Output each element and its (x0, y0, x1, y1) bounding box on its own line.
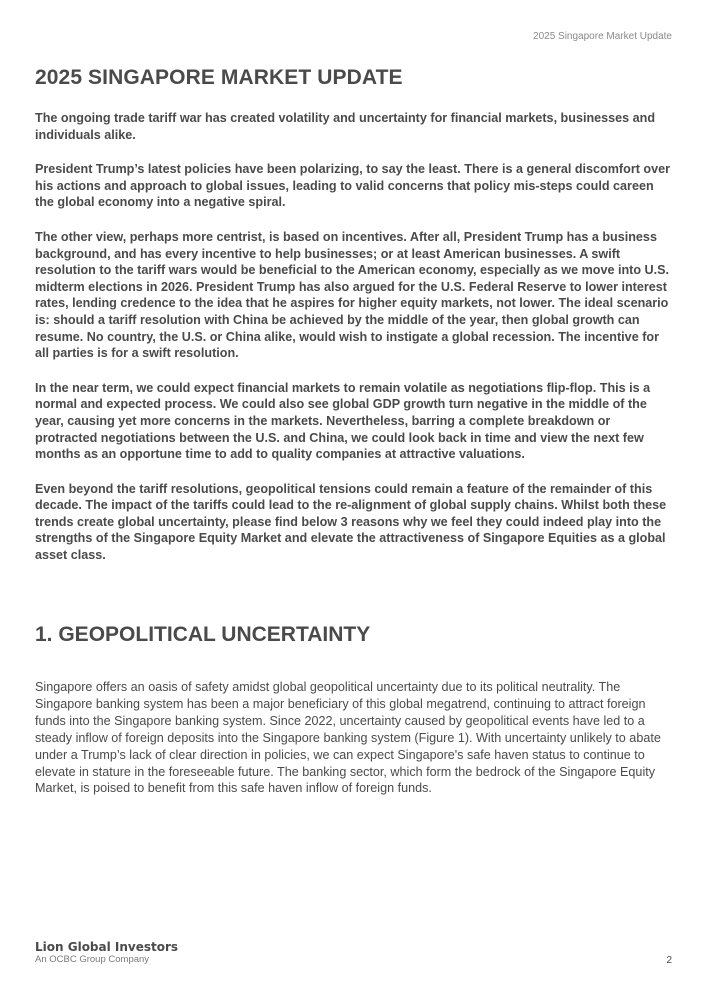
intro-paragraph: President Trump’s latest policies have been polarizing, to say the least. There is a general discomfort over his actions and approach to global issues, leading to valid concerns that policy mis-steps could careen the global economy into a negative spiral. (35, 162, 671, 210)
brand-tagline: An OCBC Group Company (35, 954, 150, 965)
section-title: 1. GEOPOLITICAL UNCERTAINTY (35, 623, 371, 646)
section-paragraph: Singapore offers an oasis of safety amidst global geopolitical uncertainty due to its political neutrality. The Singapore banking system has been a major beneficiary of this global megatrend, continuing to attract foreign funds into the Singapore banking system. Since 2022, uncertainty caused by geopolitical events have led to a steady inflow of foreign deposits into the Singapore banking system (Figure 1). With uncertainty unlikely to abate under a Trump’s lack of clear direction in policies, we can expect Singapore's safe haven status to continue to elevate in stature in the foreseeable future. The banking sector, which form the bedrock of the Singapore Equity Market, is poised to benefit from this safe haven inflow of foreign funds. (35, 680, 661, 796)
section-body (35, 679, 675, 797)
page-title: 2025 SINGAPORE MARKET UPDATE (35, 66, 403, 89)
intro-paragraph: Even beyond the tariff resolutions, geopolitical tensions could remain a feature of the remainder of this decade. The impact of the tariffs could lead to the re-alignment of global supply chains. Whilst both these trends create global uncertainty, please find below 3 reasons why we feel they could indeed play into the strengths of the Singapore Equity Market and elevate the attractiveness of Singapore Equities as a global asset class. (35, 481, 667, 563)
intro-paragraph: In the near term, we could expect financial markets to remain volatile as negotiations flip-flop. This is a normal and expected process. We could also see global GDP growth turn negative in the middle of the year, causing yet more concerns in the markets. Nevertheless, barring a complete breakdown or protracted negotiations between the U.S. and China, we could look back in time and view the next few months as an opportune time to add to quality companies at attractive valuations. (35, 380, 651, 462)
running-header: 2025 Singapore Market Update (533, 31, 672, 42)
page-number: 2 (666, 955, 672, 966)
intro-paragraph: The ongoing trade tariff war has created volatility and uncertainty for financial markets, businesses and individuals alike. (35, 111, 656, 142)
intro-paragraph: The other view, perhaps more centrist, is based on incentives. After all, President Trump has a business background, and has every incentive to help businesses; or at least American businesses. A swift resolution to the tariff wars would be beneficial to the American economy, especially as we move into U.S. midterm elections in 2026. President Trump has also argued for the U.S. Federal Reserve to lower interest rates, lending credence to the idea that he aspires for higher equity markets, not lower. The ideal scenario is: should a tariff resolution with China be achieved by the middle of the year, then global growth can resume. No country, the U.S. or China alike, would wish to instigate a global recession. The incentive for all parties is for a swift resolution. (35, 229, 670, 361)
brand-name: Lion Global Investors (35, 940, 179, 954)
company-logo (35, 940, 178, 966)
intro-section (35, 110, 675, 582)
